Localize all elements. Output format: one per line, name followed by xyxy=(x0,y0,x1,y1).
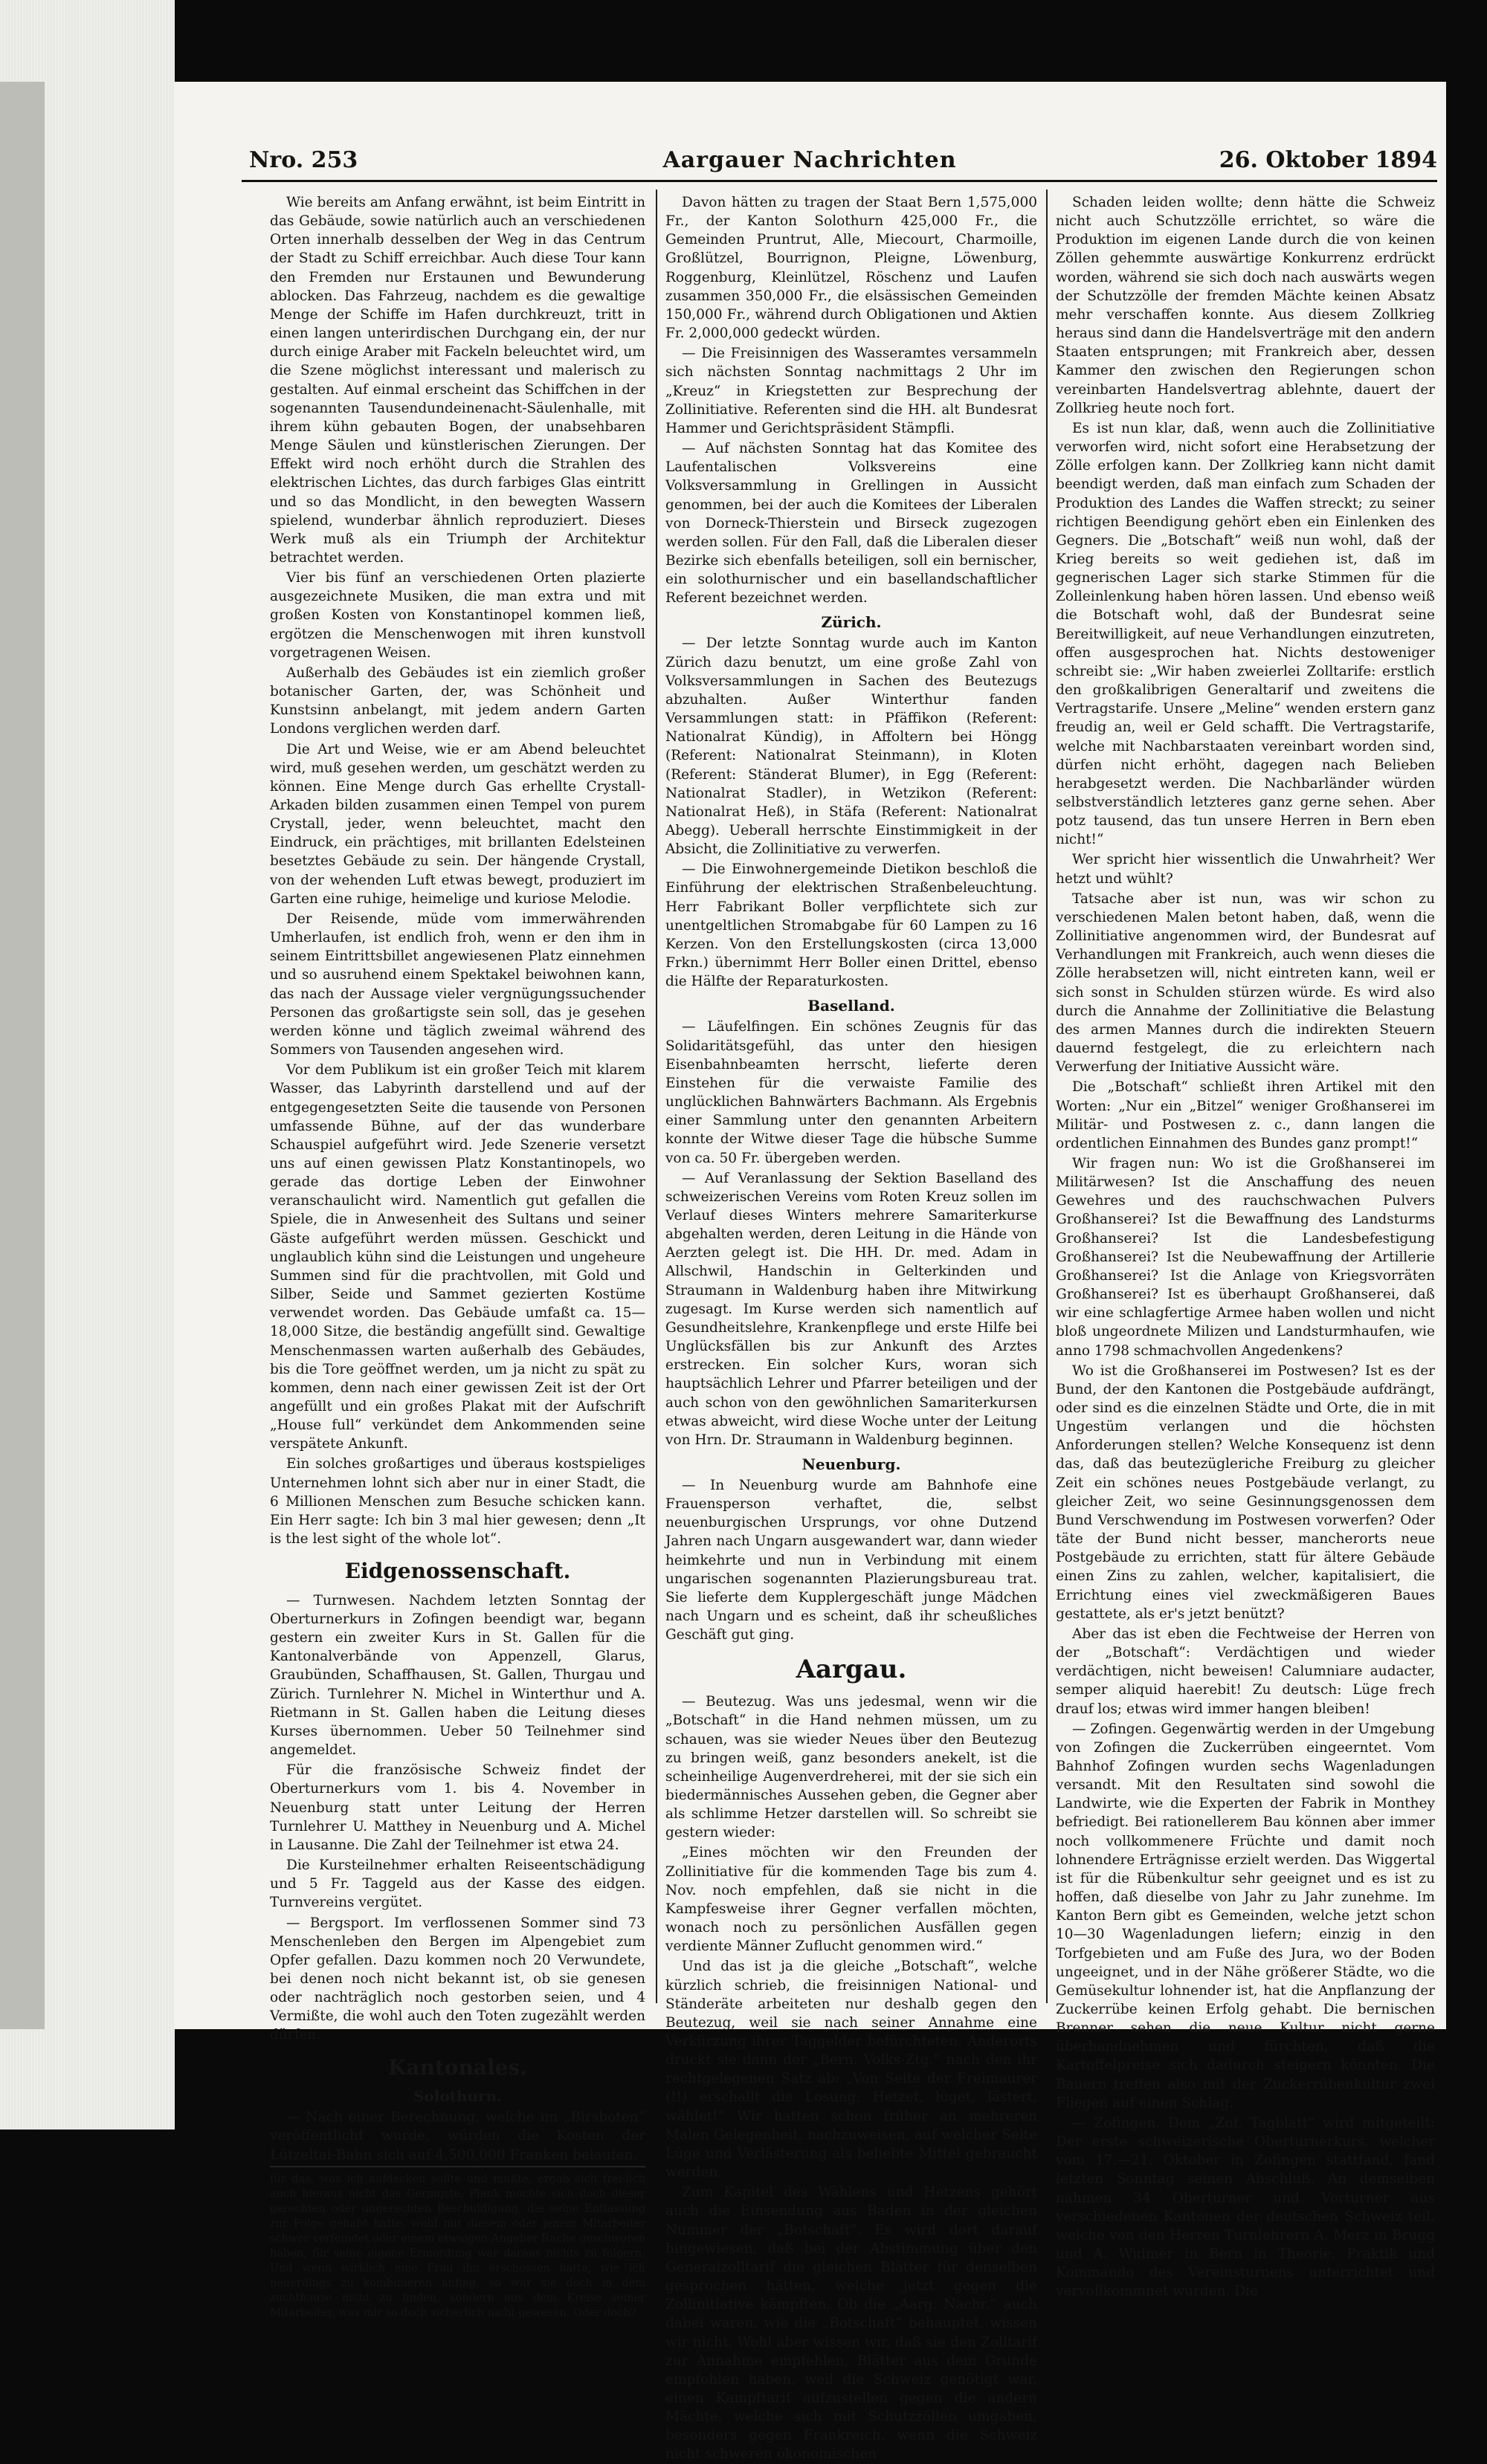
paragraph: Vier bis fünf an verschiedenen Orten plazierte ausgezeichnete Musiken, die man extra und mit großen Kosten von Konstantinopel kommen ließ, ergötzen die Menschenwogen mit ihren kunstvoll vorgetragenen Weisen. xyxy=(270,570,645,661)
paragraph: Der Reisende, müde vom immerwährenden Umherlaufen, ist endlich froh, wenn er den ihm in seinem Eintrittsbillet angewiesenen Platz einnehmen und so ausruhend einem Spektakel beiwohnen kann, das nach der Aussage vieler vergnügungssuchender Personen das großartigste sein soll, das je gesehen werden könne und täglich zweimal während des Sommers von Tausenden angesehen wird. xyxy=(270,911,645,1058)
paragraph: Und das ist ja die gleiche „Botschaft“, welche kürzlich schrieb, die freisinnigen National- und Ständeräte arbeiteten nur deshalb gegen den Beutezug, weil sie nach seiner Annahme eine Verkürzung ihrer Taggelder befürchteten. Anderorts druckt sie dann der „Bern. Volks-Ztg.“ nach den ihr rechtgelegenen Satz ab: „Von Seite der Freimaurer (!!) erschallt die Losung: Hetzet, lüget, lästert, wählet!“ Wir hatten schon früher an mehreren Malen Gelegenheit, nachzuweisen, auf welcher Seite Lüge und Verlästerung als beliebte Mittel gebraucht werden. xyxy=(665,1959,1037,2181)
paragraph: — Auf Veranlassung der Sektion Baselland des schweizerischen Vereins vom Roten Kreuz sollen im Verlauf dieses Winters mehrere Samariterkurse abgehalten werden, deren Leitung in die Hände von Aerzten gelegt ist. Die HH. Dr. med. Adam in Allschwil, Handschin in Gelterkinden und Straumann in Waldenburg haben ihre Mitwirkung zugesagt. Im Kurse werden sich namentlich auf Gesundheitslehre, Krankenpflege und erste Hilfe bei Unglücksfällen bis zur Ankunft des Arztes erstrecken. Ein solcher Kurs, woran sich hauptsächlich Lehrer und Pfarrer beteiligen und der auch schon von den gewöhnlichen Samariterkursen etwas abweicht, wird diese Woche unter der Leitung von Hrn. Dr. Straumann in Waldenburg beginnen. xyxy=(665,1170,1037,1448)
paragraph: — Turnwesen. Nachdem letzten Sonntag der Oberturnerkurs in Zofingen beendigt war, begann gestern ein zweiter Kurs in St. Gallen für die Kantonalverbände von Appenzell, Glarus, Graubünden, Schaffhausen, St. Gallen, Thurgau und Zürich. Turnlehrer N. Michel in Winterthur und A. Rietmann in St. Gallen haben die Leitung dieses Kurses übernommen. Ueber 50 Teilnehmer sind angemeldet. xyxy=(270,1592,645,1759)
column-divider xyxy=(656,190,657,2003)
paragraph: Zum Kapitel des Wählens und Hetzens gehört auch die Einsendung aus Baden in der gleichen Nummer der „Botschaft“. Es wird dort darauf hingewiesen, daß bei der Abstimmung über den Generalzolltarif die gleichen Blätter für denselben gesprochen hätten, welche jetzt gegen die Zollinitiative kämpften. Ob die „Aarg. Nachr.“ auch dabei waren, wie die „Botschaft“ behauptet, wissen wir nicht. Wohl aber wissen wir, daß sie den Zolltarif zur Annahme empfehlen, Blätter aus dem Grunde empfohlen haben, weil die Schweiz genötigt war, einen Kampftarif aufzustellen gegen die andern Mächte, welche sich mit Schutzzöllen umgaben, besonders gegen Frankreich, wenn die Schweiz nicht schweren ökonomischen xyxy=(665,2185,1037,2463)
paragraph: Vor dem Publikum ist ein großer Teich mit klarem Wasser, das Labyrinth darstellend und auf der entgegengesetzten Seite die tausende von Personen umfassende Bühne, auf der das wunderbare Schauspiel aufgeführt wird. Jede Szenerie versetzt uns auf einen gewissen Platz Konstantinopels, wo gerade das dortige Leben der Einwohner veranschaulicht wird. Namentlich gut gefallen die Spiele, die in Anwesenheit des Sultans und seiner Gäste aufgeführt werden müssen. Geschickt und unglaublich kühn sind die Leistungen und ungeheure Summen sind für die prachtvollen, mit Gold und Silber, Seide und Sammet gezierten Kostüme verwendet worden. Das Gebäude umfaßt ca. 15—18,000 Sitze, die beständig angefüllt sind. Gewaltige Menschenmassen warten außerhalb des Gebäudes, bis die Tore geöffnet werden, um ja nicht zu spät zu kommen, denn nach einer gewissen Zeit ist der Ort angefüllt und ein großes Plakat mit der Aufschrift „House full“ verkündet dem Ankommenden seine verspätete Ankunft. xyxy=(270,1062,645,1452)
issue-date: 26. Oktober 1894 xyxy=(1219,147,1437,173)
paragraph: — Die Einwohnergemeinde Dietikon beschloß die Einführung der elektrischen Straßenbeleuchtung. Herr Fabrikant Boller verpflichtete sich zur unentgeltlichen Stromabgabe für 60 Lampen zu 16 Kerzen. Von den Erstellungskosten (circa 13,000 Frkn.) übernimmt Herr Boller einen Drittel, ebenso die Hälfte der Reparaturkosten. xyxy=(665,861,1037,990)
column-divider xyxy=(1046,190,1048,2003)
paragraph: Die Kursteilnehmer erhalten Reiseentschädigung und 5 Fr. Taggeld aus der Kasse des eidgen. Turnvereins vergütet. xyxy=(270,1857,645,1911)
subheading-baselland: Baselland. xyxy=(807,997,895,1015)
paragraph: — Auf nächsten Sonntag hat das Komitee des Laufentalischen Volksvereins eine Volksversammlung in Grellingen in Aussicht genommen, bei der auch die Komitees der Liberalen von Dorneck-Thierstein und Birseck zugezogen werden sollen. Für den Fall, daß die Liberalen dieser Bezirke sich ebenfalls beteiligen, soll ein bernischer, ein solothurnischer und ein basellandschaftlicher Referent bezeichnet werden. xyxy=(665,441,1037,607)
paragraph: — Bergsport. Im verflossenen Sommer sind 73 Menschenleben den Bergen im Alpengebiet zum Opfer gefallen. Dazu kommen noch 20 Verwundete, bei denen noch nicht bekannt ist, ob sie genesen oder nachträglich noch gestorben seien, und 4 Vermißte, die wohl auch den Toten zugezählt werden dürfen. xyxy=(270,1915,645,2043)
paragraph: Es ist nun klar, daß, wenn auch die Zollinitiative verworfen wird, nicht sofort eine Herabsetzung der Zölle erfolgen kann. Der Zollkrieg kann nicht damit beendigt werden, daß man einfach zum Schaden der Produktion des Landes die Waffen streckt; zu seiner richtigen Beendigung gehört eben ein Einlenken des Gegners. Die „Botschaft“ weiß nun wohl, daß der Krieg bereits so weit gediehen ist, daß im gegnerischen Lager sich starke Stimmen für die Zolleinlenkung haben hören lassen. Und ebenso weiß die Botschaft wohl, daß der Bundesrat seine Bereitwilligkeit, auf neue Verhandlungen einzutreten, offen ausgesprochen hat. Nichts destoweniger schreibt sie: „Wir haben zweierlei Zolltarife: erstlich den großkalibrigen Generaltarif und zweitens die Vertragstarife. Unsere „Meline“ wenden erstern ganz freudig an, weil er Geld schafft. Die Vertragstarife, welche mit Nachbarstaaten vereinbart worden sind, dürfen nicht erhöht, dagegen nach Belieben herabgesetzt werden. Die Nachbarländer würden selbstverständlich letzteres ganz gerne sehen. Aber potz tausend, das tun unsere Herren in Bern eben nicht!“ xyxy=(1056,420,1435,848)
column-1 xyxy=(270,193,645,2319)
newspaper-title: Aargauer Nachrichten xyxy=(662,147,957,173)
paragraph: Davon hätten zu tragen der Staat Bern 1,575,000 Fr., der Kanton Solothurn 425,000 Fr., die Gemeinden Pruntrut, Alle, Miecourt, Charmoille, Großlützel, Bourrignon, Pleigne, Löwenburg, Roggenburg, Kleinlützel, Röschenz und Laufen zusammen 350,000 Fr., die elsässischen Gemeinden 150,000 Fr., während durch Obligationen und Aktien Fr. 2,000,000 gedeckt würden. xyxy=(665,195,1037,342)
feuilleton-footer: für das, was ich aufdecken sollte und mußte, ergab sich frei-lich auch hieraus nicht das Geringste. Plank mochte sich doch dieser gerechten oder ungerechten Beschuldigung, die seine Entlassung zur Folge gehabt hatte, wohl mit diesem oder jenem Mitarbeiter schwer verfeindet oder einem etwaigen Angeber Rache geschworen haben, für seine eigene Ermordung war daraus nichts zu folgern. Und wenn wirklich eine Frau ihn erschossen hatte, wie ich neuerdings zu kombinieren anfing, so war sie doch in dem zuchthause nicht zu finden, sondern aus dem Kreise seiner Mitarbeiter, was mir so doch sicherlich nicht gewesen. Oder doch? xyxy=(270,2166,645,2321)
paragraph: — Läufelfingen. Ein schönes Zeugnis für das Solidaritätsgefühl, das unter den hiesigen Eisenbahnbeamten herrscht, lieferte deren Einstehen für die verwaiste Familie des unglücklichen Bahnwärters Bachmann. Als Ergebnis einer Sammlung unter den genannten Arbeitern konnte der Witwe dieser Tage die hübsche Summe von ca. 50 Fr. übergeben werden. xyxy=(665,1019,1037,1166)
paragraph: — Der letzte Sonntag wurde auch im Kanton Zürich dazu benutzt, um eine große Zahl von Volksversammlungen in Sachen des Beutezugs abzuhalten. Außer Winterthur fanden Versammlungen statt: in Pfäffikon (Referent: Nationalrat Kündig), in Affoltern bei Höngg (Referent: Nationalrat Steinmann), in Kloten (Referent: Ständerat Blumer), in Egg (Referent: Nationalrat Stadler), in Wetzikon (Referent: Nationalrat Heß), in Stäfa (Referent: Nationalrat Abegg). Ueberall herrschte Einstimmigkeit in der Absicht, die Zollinitiative zu verwerfen. xyxy=(665,636,1037,858)
column-2 xyxy=(665,193,1037,2463)
column-3 xyxy=(1056,193,1435,2300)
book-binding xyxy=(0,82,45,2029)
paragraph: Die Art und Weise, wie er am Abend beleuchtet wird, muß gesehen werden, um geschätzt werden zu können. Eine Menge durch Gas erhellte Crystall-Arkaden bilden zusammen einen Tempel von purem Crystall, jeder, wenn beleuchtet, macht den Eindruck, ein prächtiges, mit brillanten Edelsteinen besetztes Gebäude zu sein. Der hängende Crystall, von der wehenden Luft etwas bewegt, produziert im Garten eine ruhige, heimelige und kuriose Melodie. xyxy=(270,741,645,907)
subheading-neuenburg: Neuenburg. xyxy=(801,1455,901,1473)
subheading-zuerich: Zürich. xyxy=(821,613,882,632)
paragraph: — Beutezug. Was uns jedesmal, wenn wir die „Botschaft“ in die Hand nehmen müssen, um zu schauen, was sie wieder Neues über den Beutezug zu bringen weiß, ganz besonders anekelt, ist die scheinheilige Augenverdreherei, mit der sie sich ein biedermännisches Aussehen geben, die Gegner aber als schlimme Hetzer darstellen will. So schreibt sie gestern wieder: xyxy=(665,1694,1037,1841)
paragraph: Wir fragen nun: Wo ist die Großhanserei im Militärwesen? Ist die Anschaffung des neuen Gewehres und des rauchschwachen Pulvers Großhanserei? Ist die Bewaffnung des Landsturms Großhanserei? Ist die Landesbefestigung Großhanserei? Ist die Neubewaffnung der Artillerie Großhanserei? Ist die Anlage von Kriegsvorräten Großhanserei? Ist es überhaupt Großhanserei, daß wir eine schlagfertige Armee haben wollen und nicht bloß ungeordnete Milizen und Landsturmhaufen, wie anno 1798 schmachvollen Angedenkens? xyxy=(1056,1155,1435,1359)
section-heading-eidgenossenschaft: Eidgenossenschaft. xyxy=(344,1559,571,1584)
paragraph: — Die Freisinnigen des Wasseramtes versammeln sich nächsten Sonntag nachmittags 2 Uhr im „Kreuz“ in Kriegstetten zur Besprechung der Zollinitiative. Referenten sind die HH. alt Bundesrat Hammer und Gerichtspräsident Stämpfli. xyxy=(665,346,1037,436)
paragraph: Wer spricht hier wissentlich die Unwahrheit? Wer hetzt und wühlt? xyxy=(1056,852,1435,887)
header-rule xyxy=(242,180,1437,182)
issue-number: Nro. 253 xyxy=(249,147,358,173)
page-header xyxy=(182,147,1437,183)
section-heading-kantonales: Kantonales. xyxy=(388,2054,527,2080)
section-heading-aargau: Aargau. xyxy=(796,1655,907,1685)
paragraph: Schaden leiden wollte; denn hätte die Schweiz nicht auch Schutzzölle errichtet, so wäre die Produktion im eigenen Lande durch die von keinen Zöllen gehemmte auswärtige Konkurrenz erdrückt worden, während sie sich doch nach auswärts wegen der Schutzzölle der fremden Mächte keinen Absatz mehr verschaffen konnte. Aus diesem Zollkrieg heraus sind dann die Handelsverträge mit den andern Staaten entsprungen; mit Frankreich aber, dessen Kammer den zwischen den Regierungen schon vereinbarten Handelsvertrag ablehnte, dauert der Zollkrieg heute noch fort. xyxy=(1056,195,1435,416)
paragraph: — Zofingen. Dem „Zof. Tagblatt“ wird mitgeteilt: Der erste schweizerische Oberturnerkurs, welcher vom 17.—21. Oktober in Zofingen stattfand, fand letzten Sonntag seinen Abschluß. An demselben nahmen 34 Oberturner und Vorturner aus verschiedenen Kantonen der deutschen Schweiz teil, welche von den Herren Turnlehrern A. Merz in Brugg und A. Widmer in Bern in Theorie, Praktik und Kommando des Vereinsturnens unterrichtet und vervollkommnet wurden. Die xyxy=(1056,2115,1435,2300)
paragraph: Aber das ist eben die Fechtweise der Herren von der „Botschaft“: Verdächtigen und wieder verdächtigen, nicht beweisen! Calumniare audacter, semper aliquid haerebit! Zu deutsch: Lüge frech drauf los; etwas wird immer hangen bleiben! xyxy=(1056,1626,1435,1717)
paragraph: Die „Botschaft“ schließt ihren Artikel mit den Worten: „Nur ein „Bitzel“ weniger Großhanserei im Militär- und Postwesen z. c., dann langen die ordentlichen Einnahmen des Bundes ganz prompt!“ xyxy=(1056,1079,1435,1151)
paragraph: Tatsache aber ist nun, was wir schon zu verschiedenen Malen betont haben, daß, wenn die Zollinitiative angenommen wird, der Bundesrat auf Verhandlungen mit Frankreich, auch wenn dieses die Zölle herabsetzen will, nicht eintreten kann, weil er sich sonst in Schulden stürzen würde. Es wird also durch die Annahme der Zollinitiative die Belastung des armen Mannes durch die indirekten Steuern dauernd festgelegt, die zu erleichtern nach Verwerfung der Initiative Aussicht wäre. xyxy=(1056,890,1435,1076)
paragraph: — Nach einer Berechnung, welche im „Birsboten“ veröffentlicht wurde, würden die Kosten der Lützeltal-Bahn sich auf 4,500,000 Franken belaufen. xyxy=(270,2109,645,2163)
paragraph: Wo ist die Großhanserei im Postwesen? Ist es der Bund, der den Kantonen die Postgebäude aufdrängt, oder sind es die einzelnen Städte und Orte, die in mit Ungestüm verlangen und die höchsten Anforderungen stellen? Welche Konsequenz ist denn das, daß das beutezügleriche Freiburg zu gleicher Zeit ein schönes neues Postgebäude verlangt, zu gleicher Zeit, wo seine Gesinnungsgenossen dem Bund Verschwendung im Postwesen vorwerfen? Oder täte der Bund nicht besser, mancherorts neue Postgebäude zu errichten, statt für ältere Gebäude einen Zins zu zahlen, welcher, kapitalisiert, die Errichtung eines viel zweckmäßigeren Baues gestattete, als er's jetzt benützt? xyxy=(1056,1362,1435,1622)
paragraph: — Zofingen. Gegenwärtig werden in der Umgebung von Zofingen die Zuckerrüben eingeerntet. Vom Bahnhof Zofingen wurden sechs Wagenladungen versandt. Mit den Resultaten sind sowohl die Landwirte, wie die Experten der Fabrik in Monthey befriedigt. Bei rationellerem Bau können aber immer noch vollkommenere Früchte und damit noch lohnendere Erträgnisse erzielt werden. Das Wiggertal ist für die Rübenkultur sehr geeignet und es ist zu hoffen, daß dieselbe von Jahr zu Jahr zunehme. Im Kanton Bern gibt es Gemeinden, welche jetzt schon 10—30 Wagenladungen liefern; einzig in den Torfgebieten und am Fuße des Jura, wo der Boden ungeeignet, und in der Nähe größerer Städte, wo die Gemüsekultur lohnender ist, hat die Anpflanzung der Zuckerrübe keinen Erfolg gehabt. Die bernischen Brenner sehen die neue Kultur nicht gerne überhandnehmen und fürchten, daß die Kartoffelpreise sich dadurch steigern könnten. Die Bauern treffen also mit der Zuckerrübenkultur zwei Fliegen auf einen Schlag. xyxy=(1056,1721,1435,2111)
paragraph: Außerhalb des Gebäudes ist ein ziemlich großer botanischer Garten, der, was Schönheit und Kunstsinn anbelangt, mit jedem andern Garten Londons verglichen werden darf. xyxy=(270,664,645,737)
paragraph: „Eines möchten wir den Freunden der Zollinitiative für die kommenden Tage bis zum 4. Nov. noch empfehlen, daß sie nicht in die Kampfesweise ihrer Gegner verfallen möchten, wonach noch zu persönlichen Ausfällen gegen verdiente Männer Zuflucht genommen wird.“ xyxy=(665,1845,1037,1955)
paragraph: Ein solches großartiges und überaus kostspieliges Unternehmen lohnt sich aber nur in einer Stadt, die 6 Millionen Menschen zum Besuche schicken kann. Ein Herr sagte: Ich bin 3 mal hier gewesen; denn „It is the lest sight of the whole lot“. xyxy=(270,1456,645,1548)
paragraph: Für die französische Schweiz findet der Oberturnerkurs vom 1. bis 4. November in Neuenburg statt unter Leitung der Herren Turnlehrer U. Matthey in Neuenburg und A. Michel in Lausanne. Die Zahl der Teilnehmer ist etwa 24. xyxy=(270,1762,645,1853)
newspaper-page xyxy=(175,82,1446,2463)
paragraph: — In Neuenburg wurde am Bahnhofe eine Frauensperson verhaftet, die, selbst neuenburgischen Ursprungs, vor ohne Dutzend Jahren nach Ungarn ausgewandert war, dann wieder heimkehrte und nun in Verbindung mit einem ungarischen sogenannten Plazierungsbureau trat. Sie lieferte dem Kupplergeschäft junge Mädchen nach Ungarn und es scheint, daß ihr scheußliches Geschäft gut ging. xyxy=(665,1478,1037,1643)
subheading-solothurn: Solothurn. xyxy=(413,2087,503,2106)
paragraph: Wie bereits am Anfang erwähnt, ist beim Eintritt in das Gebäude, sowie natürlich auch an verschiedenen Orten innerhalb desselben der Weg in das Centrum der Stadt zu Schiff erreichbar. Auch diese Tour kann den Fremden nur Erstaunen und Bewunderung ablocken. Das Fahrzeug, nachdem es die gewaltige Menge der Schiffe im Hafen durchkreuzt, tritt in einen langen unterirdischen Durchgang ein, der nur durch einige Araber mit Fackeln beleuchtet wird, um die Szene möglichst interessant und malerisch zu gestalten. Auf einmal erscheint das Schiffchen in der sogenannten Tausendundeinenacht-Säulenhalle, mit ihrem kühn gebauten Bogen, der unabsehbaren Menge Säulen und künstlerischen Zierungen. Der Effekt wird noch erhöht durch die Strahlen des elektrischen Lichtes, das durch farbiges Glas eintritt und so das Mondlicht, in den bewegten Wassern spielend, wunderbar ähnlich reproduziert. Dieses Werk muß als ein Triumph der Architektur betrachtet werden. xyxy=(270,195,645,566)
